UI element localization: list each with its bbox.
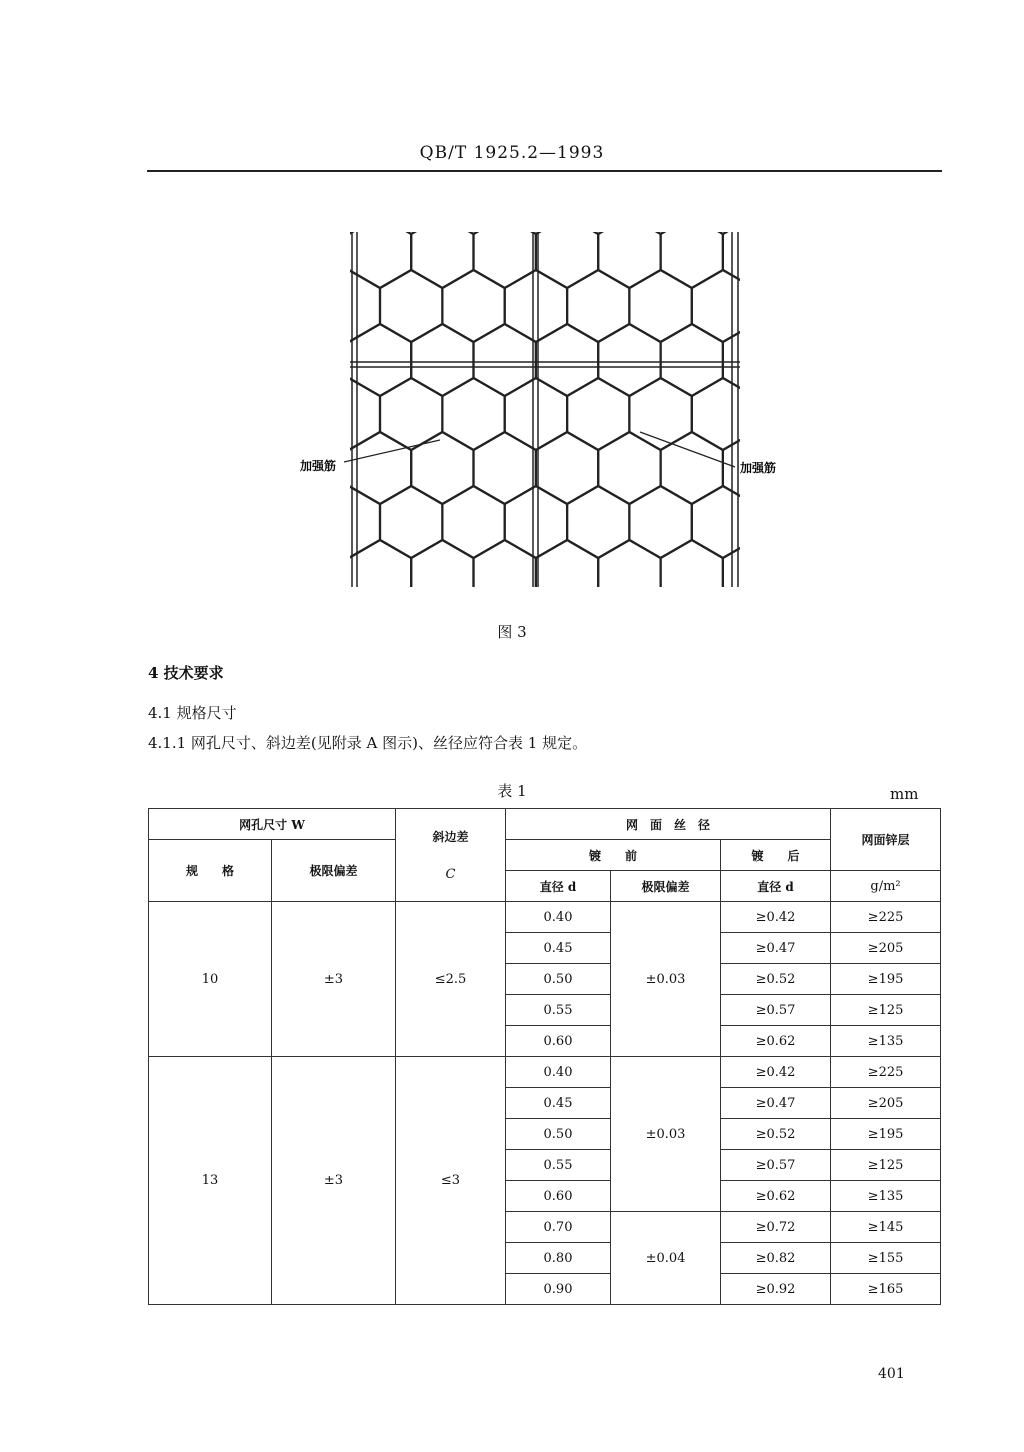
- dia-before-cell: 0.90: [506, 1274, 611, 1305]
- hex-cell: [380, 162, 442, 234]
- zinc-cell: ≥125: [831, 1150, 941, 1181]
- hex-cell: [661, 216, 723, 288]
- hex-cell: [598, 648, 660, 720]
- dia-before-cell: 0.40: [506, 1057, 611, 1088]
- dia-after-cell: ≥0.62: [721, 1026, 831, 1057]
- dia-after-cell: ≥0.42: [721, 1057, 831, 1088]
- hex-cell: [723, 648, 785, 720]
- zinc-cell: ≥195: [831, 964, 941, 995]
- hex-cell: [661, 324, 723, 396]
- dia-before-cell: 0.60: [506, 1181, 611, 1212]
- dia-after-cell: ≥0.92: [721, 1274, 831, 1305]
- table-title: 表 1: [497, 782, 527, 800]
- header-zinc-unit: g/m²: [831, 871, 941, 902]
- hex-cell: [598, 432, 660, 504]
- dia-dev-cell: ±0.03: [611, 1057, 721, 1212]
- dia-dev-cell: ±0.03: [611, 902, 721, 1057]
- dia-after-cell: ≥0.47: [721, 933, 831, 964]
- hex-cell: [754, 162, 816, 234]
- zinc-cell: ≥135: [831, 1181, 941, 1212]
- mesh-dev-cell: ±3: [272, 1057, 396, 1305]
- page-number: 401: [878, 1366, 905, 1382]
- hex-cell: [287, 540, 349, 612]
- mesh-dev-cell: ±3: [272, 902, 396, 1057]
- header-dia-d: 直径 d: [506, 871, 611, 902]
- hex-cell: [785, 540, 847, 612]
- hex-cell: [411, 540, 473, 612]
- hex-cell: [474, 432, 536, 504]
- hex-cell: [318, 270, 380, 342]
- table-row: [149, 1057, 941, 1088]
- hex-cell: [785, 648, 847, 720]
- hex-cell: [567, 378, 629, 450]
- zinc-cell: ≥225: [831, 902, 941, 933]
- hex-cell: [349, 432, 411, 504]
- hex-cell: [661, 648, 723, 720]
- dia-before-cell: 0.55: [506, 995, 611, 1026]
- dia-before-cell: 0.45: [506, 1088, 611, 1119]
- zinc-cell: ≥155: [831, 1243, 941, 1274]
- header-dia-d2: 直径 d: [721, 871, 831, 902]
- header-mesh-size: 网孔尺寸 W: [149, 809, 396, 840]
- hex-cell: [474, 540, 536, 612]
- hex-cell: [318, 486, 380, 558]
- hex-cell: [692, 486, 754, 558]
- hex-cell: [411, 432, 473, 504]
- hex-cell: [754, 270, 816, 342]
- header-diag-diff: [396, 809, 506, 902]
- header-diag-diff-label: 斜边差: [432, 830, 469, 844]
- hex-cell: [817, 162, 879, 234]
- section-4-title: 4 技术要求: [148, 664, 224, 682]
- section-4-1-title: 4.1 规格尺寸: [148, 704, 237, 722]
- hex-cell: [474, 216, 536, 288]
- hex-cell: [380, 378, 442, 450]
- dia-after-cell: ≥0.57: [721, 1150, 831, 1181]
- hex-cell: [536, 216, 598, 288]
- dia-after-cell: ≥0.62: [721, 1181, 831, 1212]
- hex-cell: [536, 648, 598, 720]
- hex-cell: [754, 486, 816, 558]
- hex-cell: [629, 270, 691, 342]
- hex-cell: [567, 270, 629, 342]
- hex-cell: [411, 648, 473, 720]
- dia-dev-cell: ±0.04: [611, 1212, 721, 1305]
- hex-cell: [536, 324, 598, 396]
- hex-cell: [349, 324, 411, 396]
- header-diag-symbol: C: [445, 867, 456, 882]
- zinc-cell: ≥205: [831, 933, 941, 964]
- zinc-cell: ≥205: [831, 1088, 941, 1119]
- zinc-cell: ≥165: [831, 1274, 941, 1305]
- hex-cell: [629, 162, 691, 234]
- header-after-plating: 镀 后: [721, 840, 831, 871]
- hex-cell: [505, 486, 567, 558]
- hex-cell: [442, 162, 504, 234]
- hex-cell: [629, 486, 691, 558]
- hex-cell: [411, 216, 473, 288]
- dia-after-cell: ≥0.72: [721, 1212, 831, 1243]
- dia-before-cell: 0.70: [506, 1212, 611, 1243]
- standard-header: QB/T 1925.2—1993: [419, 143, 605, 163]
- hex-cell: [442, 378, 504, 450]
- section-4-1-1-text: 4.1.1 网孔尺寸、斜边差(见附录 A 图示)、丝径应符合表 1 规定。: [148, 734, 588, 752]
- dia-after-cell: ≥0.52: [721, 964, 831, 995]
- dia-after-cell: ≥0.47: [721, 1088, 831, 1119]
- hex-cell: [598, 216, 660, 288]
- hex-cell: [567, 486, 629, 558]
- hex-mesh-drawing: [300, 222, 800, 592]
- hex-cell: [692, 270, 754, 342]
- header-zinc-layer: 网面锌层: [831, 809, 941, 871]
- header-wire-dia: 网 面 丝 径: [506, 809, 831, 840]
- hex-cell: [598, 324, 660, 396]
- header-limit-dev2: 极限偏差: [611, 871, 721, 902]
- zinc-cell: ≥145: [831, 1212, 941, 1243]
- hex-cell: [287, 216, 349, 288]
- hex-cell: [474, 324, 536, 396]
- dia-after-cell: ≥0.52: [721, 1119, 831, 1150]
- hex-cell: [692, 162, 754, 234]
- header-spec: 规 格: [149, 840, 272, 902]
- hex-cell: [785, 432, 847, 504]
- hex-cell: [536, 540, 598, 612]
- dia-before-cell: 0.80: [506, 1243, 611, 1274]
- spec-cell: 10: [149, 902, 272, 1057]
- header-rule: [147, 170, 942, 172]
- dia-after-cell: ≥0.82: [721, 1243, 831, 1274]
- hex-cell: [661, 540, 723, 612]
- left-rebar-label: 加强筋: [300, 459, 337, 473]
- dia-before-cell: 0.50: [506, 1119, 611, 1150]
- hex-cell: [287, 324, 349, 396]
- hex-mesh-figure: [300, 222, 800, 596]
- zinc-cell: ≥125: [831, 995, 941, 1026]
- hex-cell: [380, 486, 442, 558]
- hex-cell: [598, 540, 660, 612]
- dia-before-cell: 0.55: [506, 1150, 611, 1181]
- hex-cell: [411, 324, 473, 396]
- spec-cell: 13: [149, 1057, 272, 1305]
- diag-diff-cell: ≤3: [396, 1057, 506, 1305]
- zinc-cell: ≥225: [831, 1057, 941, 1088]
- right-rebar-label: 加强筋: [740, 461, 777, 475]
- hex-cell: [505, 378, 567, 450]
- dia-before-cell: 0.40: [506, 902, 611, 933]
- hex-cell: [442, 270, 504, 342]
- hex-cell: [505, 162, 567, 234]
- diag-diff-cell: ≤2.5: [396, 902, 506, 1057]
- zinc-cell: ≥195: [831, 1119, 941, 1150]
- hex-cell: [754, 378, 816, 450]
- header-limit-dev: 极限偏差: [272, 840, 396, 902]
- header-before-plating: 镀 前: [506, 840, 721, 871]
- hex-cell: [349, 648, 411, 720]
- spec-table: [148, 808, 941, 1305]
- hex-cell: [442, 486, 504, 558]
- hex-cell: [567, 162, 629, 234]
- hex-cell: [349, 216, 411, 288]
- hex-cell: [817, 378, 879, 450]
- dia-before-cell: 0.45: [506, 933, 611, 964]
- hex-cell: [505, 270, 567, 342]
- dia-before-cell: 0.50: [506, 964, 611, 995]
- table-unit: mm: [890, 785, 919, 803]
- hex-cell: [318, 162, 380, 234]
- hex-cell: [536, 432, 598, 504]
- hex-cell: [817, 486, 879, 558]
- hex-cell: [318, 378, 380, 450]
- hex-cell: [785, 324, 847, 396]
- dia-after-cell: ≥0.42: [721, 902, 831, 933]
- hex-cell: [349, 540, 411, 612]
- hex-cell: [380, 270, 442, 342]
- table-row: [149, 902, 941, 933]
- hex-cell: [287, 648, 349, 720]
- hex-cell: [817, 270, 879, 342]
- dia-before-cell: 0.60: [506, 1026, 611, 1057]
- hex-cell: [692, 378, 754, 450]
- zinc-cell: ≥135: [831, 1026, 941, 1057]
- dia-after-cell: ≥0.57: [721, 995, 831, 1026]
- hex-cell: [474, 648, 536, 720]
- hex-cell: [785, 216, 847, 288]
- figure-caption: 图 3: [497, 623, 527, 641]
